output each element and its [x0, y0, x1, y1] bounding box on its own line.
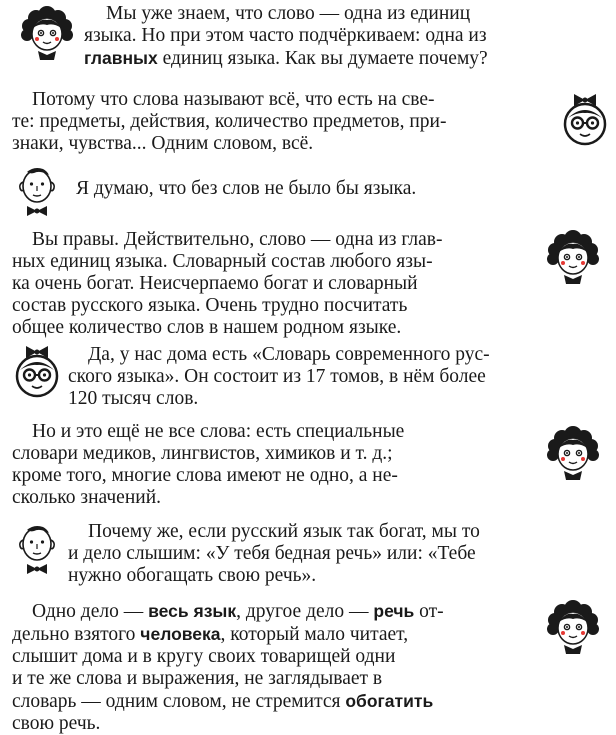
text-line: и дело слышим: «У тебя бедная речь» или: «Тебе	[68, 543, 476, 564]
text-line: Да, у нас дома есть «Словарь современного рус-	[88, 344, 490, 365]
text-line: ных единиц языка. Словарный состав любого язы-	[12, 251, 433, 272]
block-text	[76, 178, 536, 200]
text-line: словари медиков, лингвистов, химиков и т. д.;	[12, 443, 393, 464]
bold-term: главных	[84, 48, 158, 68]
text-line: Но и это ещё не все слова: есть специальные	[32, 421, 405, 442]
text-line: Я думаю, что без слов не было бы языка.	[76, 178, 417, 199]
block-text	[68, 344, 598, 410]
text-line: те: предметы, действия, количество предметов, при-	[12, 111, 447, 132]
text-line: 120 тысяч слов.	[68, 388, 199, 409]
block-text	[68, 521, 598, 587]
girl-with-bow-glasses-icon	[558, 88, 612, 150]
text-line: нужно обогащать свою речь».	[68, 565, 317, 586]
bold-term: обогатить	[345, 691, 434, 711]
bold-term: речь	[373, 601, 415, 621]
text-line: Вы правы. Действительно, слово — одна из глав-	[32, 229, 443, 250]
teacher-curly-hair-icon	[546, 424, 600, 486]
text-line: Мы уже знаем, что слово — одна из единиц	[106, 3, 471, 24]
text-line: кроме того, многие слова имеют не одно, а не-	[12, 465, 398, 486]
boy-avatar	[10, 520, 64, 587]
teacher-curly-hair-icon	[546, 228, 600, 290]
block-text	[12, 229, 527, 339]
text-line: ка очень богат. Неисчерпаемо богат и словарный	[12, 273, 418, 294]
text-line: слышит дома и в кругу своих товарищей одни	[12, 646, 396, 667]
text-line: знаки, чувства... Одним словом, всё.	[12, 133, 314, 154]
block-text	[12, 89, 545, 155]
text-line: главных единиц языка. Как вы думаете почему?	[84, 48, 488, 69]
teacher-avatar	[20, 4, 74, 71]
text-line: состав русского языка. Очень трудно посчитать	[12, 295, 408, 316]
text-line: языка. Но при этом часто подчёркиваем: одна из	[84, 25, 487, 46]
text-line: Одно дело — весь язык, другое дело — речь от-	[32, 601, 444, 622]
text-line: словарь — одним словом, не стремится обогатить	[12, 691, 434, 712]
text-line: Почему же, если русский язык так богат, мы то	[88, 521, 480, 542]
bold-term: весь язык	[148, 601, 237, 621]
boy-with-bowtie-icon	[10, 520, 64, 582]
block-text	[12, 421, 527, 509]
teacher-curly-hair-icon	[546, 598, 600, 660]
text-line: дельно взятого человека, который мало читает,	[12, 624, 409, 645]
teacher-avatar	[546, 228, 600, 295]
boy-avatar	[10, 162, 64, 229]
bold-term: человека	[140, 624, 221, 644]
boy-with-bowtie-icon	[10, 162, 64, 224]
girl-with-bow-glasses-icon	[10, 340, 64, 402]
teacher-curly-hair-icon	[20, 4, 74, 66]
teacher-avatar	[546, 424, 600, 491]
text-line: Потому что слова называют всё, что есть на све-	[32, 89, 435, 110]
text-line: сколько значений.	[12, 487, 162, 508]
text-line: общее количество слов в нашем родном языке.	[12, 317, 402, 338]
teacher-avatar	[546, 598, 600, 665]
text-line: ского языка». Он состоит из 17 томов, в нём более	[68, 366, 486, 387]
text-line: свою речь.	[12, 713, 101, 734]
girl-avatar	[10, 340, 64, 407]
text-line: и те же слова и выражения, не заглядывает в	[12, 668, 383, 689]
block-text	[84, 3, 598, 70]
block-text	[12, 600, 527, 735]
girl-avatar	[558, 88, 612, 155]
